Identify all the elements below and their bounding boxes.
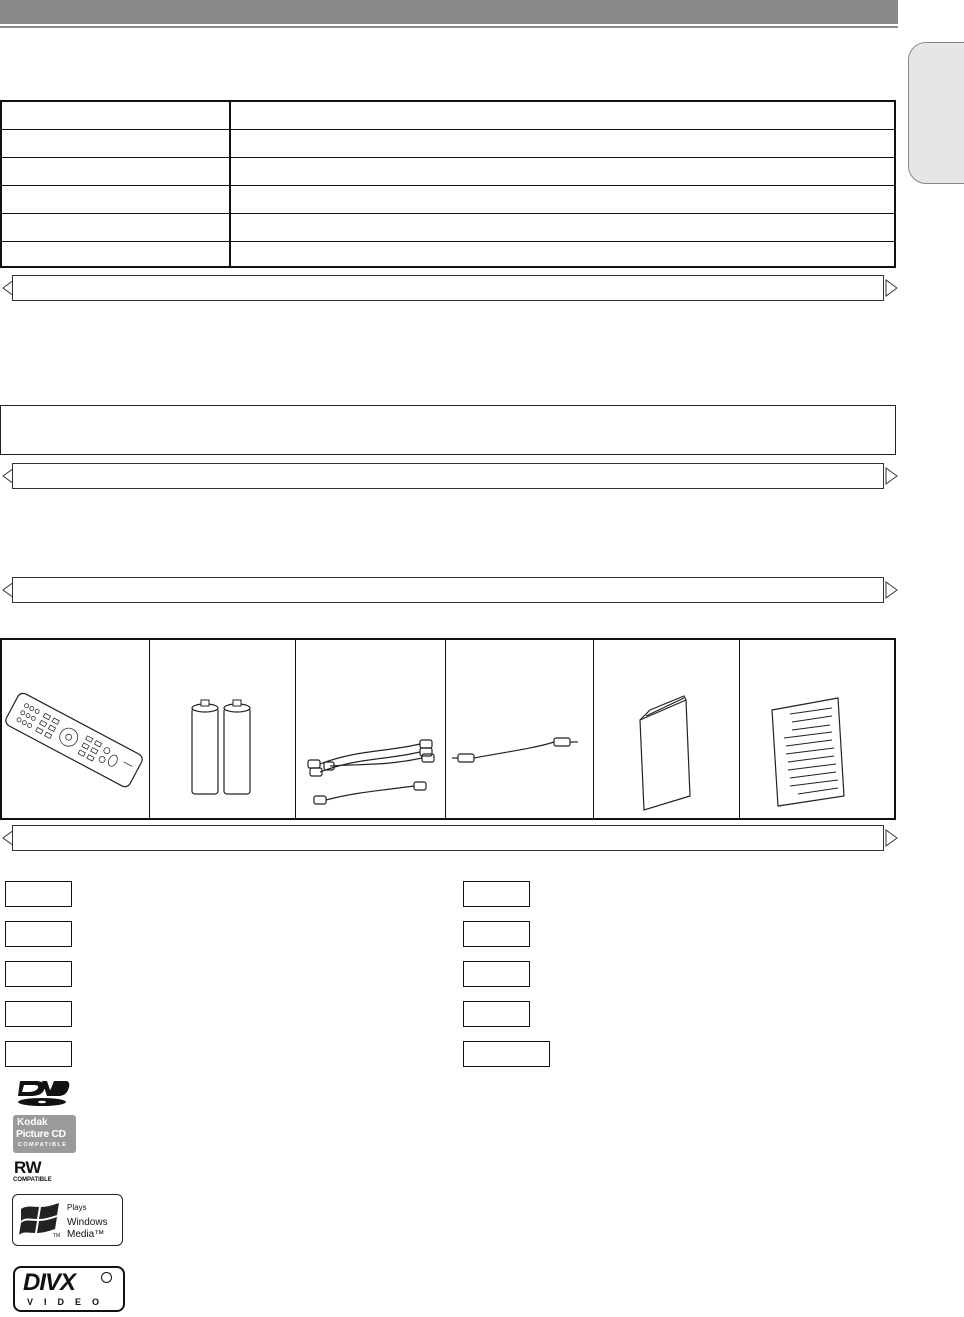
registered-mark-icon (101, 1272, 112, 1283)
accessory-owners-manual (594, 640, 740, 818)
disc-symbol-box (463, 1001, 530, 1027)
disc-symbol-box (463, 1041, 550, 1067)
header-rule (0, 26, 898, 28)
spec-row (2, 214, 894, 242)
spec-row (2, 242, 894, 270)
manual-booklet-icon (594, 640, 740, 818)
accessories-table (0, 638, 896, 820)
coaxial-cable-icon (446, 640, 594, 818)
windows-logo-text: Plays (67, 1203, 87, 1212)
kodak-picture-cd-logo (13, 1115, 76, 1153)
header-rule (0, 22, 898, 24)
kodak-logo-text: Picture CD (16, 1128, 66, 1140)
section-bar (12, 825, 884, 851)
windows-logo-text: Media™ (67, 1229, 105, 1240)
spec-row (2, 158, 894, 186)
notice-box (0, 405, 896, 455)
windows-logo-text: Windows (67, 1217, 108, 1228)
disc-symbol-box (5, 1041, 72, 1067)
accessory-batteries (150, 640, 296, 818)
dvd-logo-icon (14, 1078, 70, 1108)
section-bar (12, 577, 884, 603)
section-bar (12, 463, 884, 489)
disc-symbol-box (5, 881, 72, 907)
rw-logo-text: RW (14, 1158, 42, 1177)
disc-symbol-box (5, 1001, 72, 1027)
quick-guide-sheet-icon (740, 640, 894, 818)
spec-row (2, 186, 894, 214)
accessory-coaxial-cable (446, 640, 594, 818)
divx-video-logo (13, 1266, 125, 1312)
spec-row (2, 130, 894, 158)
spec-row (2, 102, 894, 130)
spec-table (0, 100, 896, 268)
divx-logo-text: DIVX (23, 1269, 76, 1296)
batteries-icon (150, 640, 296, 818)
accessory-remote (2, 640, 150, 818)
av-cables-icon (296, 640, 446, 818)
section-bar (12, 275, 884, 301)
kodak-logo-text: Kodak (17, 1117, 48, 1128)
divx-logo-text: VIDEO (27, 1297, 111, 1307)
windows-logo-text: TM (53, 1233, 61, 1239)
disc-symbol-box (463, 921, 530, 947)
disc-symbol-box (463, 961, 530, 987)
rw-logo-text: COMPATIBLE (13, 1177, 52, 1183)
rw-compatible-logo (13, 1158, 57, 1188)
remote-control-icon (2, 640, 150, 818)
accessory-quick-guide (740, 640, 894, 818)
disc-symbol-box (5, 921, 72, 947)
windows-media-logo (12, 1194, 123, 1246)
disc-symbol-box (5, 961, 72, 987)
kodak-logo-text: COMPATIBLE (18, 1142, 68, 1148)
disc-symbol-box (463, 881, 530, 907)
accessory-av-cables (296, 640, 446, 818)
header-bar (0, 0, 898, 22)
language-tab[interactable] (908, 42, 964, 184)
